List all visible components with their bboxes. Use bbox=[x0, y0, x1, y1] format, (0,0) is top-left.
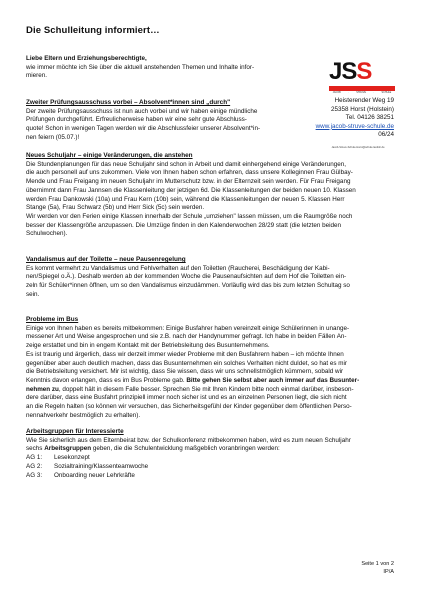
paragraph-line: sein. bbox=[26, 290, 40, 298]
bold-term: Arbeitsgruppen bbox=[44, 445, 92, 453]
ag-item bbox=[26, 472, 406, 481]
paragraph-line: werden Frau Dankowski (10a) und Frau Kern (10b) sein, während die Klassenleitungen der neuen 5. Klassen Herr bbox=[26, 195, 345, 203]
paragraph-line: Der zweite Prüfungsausschuss ist nun auch vorbei und wir haben einige mündliche bbox=[26, 107, 258, 115]
ag-value: Lesekonzept bbox=[54, 454, 90, 462]
paragraph-line: die auch personell auf uns zukommen. Viele von Ihnen haben schon erfahren, dass unsere Kolleginnen Frau Gülbay- bbox=[26, 169, 353, 177]
paragraph-line: messener Art und Weise angesprochen und sie z.B. nach der Handynummer gefragt. Ich habe in beiden Fällen An- bbox=[26, 333, 347, 341]
address-city: 25358 Horst (Holstein) bbox=[331, 105, 394, 113]
page-number: Seite 1 von 2 bbox=[361, 561, 394, 567]
ag-value: Onboarding neuer Lehrkräfte bbox=[54, 471, 135, 479]
paragraph-line: die Betriebsleitung versichert. Mir ist wichtig, dass Sie wissen, dass wir uns schnellstmöglich kümmern, sobald wir bbox=[26, 368, 344, 376]
greeting-line: wie immer möchte ich Sie über die aktuell anstehenden Themen und Inhalte infor- bbox=[26, 63, 255, 71]
ag-key: AG 1: bbox=[26, 454, 43, 462]
paragraph-text: geben, die die Schulentwicklung maßgeblich voranbringen werden: bbox=[91, 445, 280, 453]
paragraph-line: Es kommt vermehrt zu Vandalismus und Fehlverhalten auf den Toiletten (Raucherei, Beschädigung der Kabi- bbox=[26, 264, 330, 272]
paragraph-line: dere darüber, dass eine Busfahrt prinzipiell immer noch sicher ist und es an einzelnen Personen liegt, die sich nicht bbox=[26, 394, 347, 402]
paragraph-line: quote! Schon in wenigen Tagen werden wir die Abschlussfeier unserer Absolvent*in- bbox=[26, 125, 261, 133]
logo-strip-text: JACOB bbox=[332, 91, 341, 94]
logo-letter: S bbox=[341, 58, 357, 85]
paragraph-text: Kenntnis davon erlangen, dass es im Bus Probleme gab. bbox=[26, 376, 185, 384]
logo-strip-text: STRUVE bbox=[356, 91, 366, 94]
section-pruefung bbox=[26, 99, 316, 143]
paragraph-line: zeln für Schüler*innen öffnen, um so den Vandalismus einzudämmen. Vorläufig wird das bis zum letzten Schultag so bbox=[26, 282, 350, 290]
logo-strip-text: SCHULE bbox=[381, 91, 392, 94]
paragraph-line: gegenüber aber auch deutlich machen, dass das Busunternehmen ein solches Verhalten nicht duldet, so hat es mir bbox=[26, 359, 347, 367]
section-heading: Vandalismus auf der Toilette – neue Pausenregelung bbox=[26, 256, 186, 263]
paragraph-line: Es ist traurig und ärgerlich, dass wir derzeit immer wieder Probleme mit den Busfahrern haben – ich möchte Ihnen bbox=[26, 350, 344, 358]
section-heading: Neues Schuljahr – einige Veränderungen, die anstehen bbox=[26, 152, 193, 159]
paragraph-line: besser der Klassengröße anzupassen. Die Umzüge finden in den Kalenderwochen 28/29 statt (die letzten beiden bbox=[26, 221, 342, 229]
section-vandalismus bbox=[26, 256, 406, 300]
newsletter-number: 06/24 bbox=[378, 131, 394, 139]
paragraph-line: übernimmt dann Frau Jannsen die Klassenleitung der jetzigen 6d. Die Klassenleitungen der beiden neuen 10. Klassen bbox=[26, 186, 356, 194]
address-street: Heisterender Weg 19 bbox=[334, 97, 394, 104]
paragraph-line bbox=[26, 386, 406, 395]
paragraph-line: Prüfungen durchgeführt. Erfreulicherweise haben wir eine sehr gute Abschluss- bbox=[26, 116, 247, 124]
paragraph-text: sechs bbox=[26, 445, 45, 453]
address-phone: Tel. 04126 38251 bbox=[345, 114, 394, 122]
page-footer bbox=[361, 560, 394, 576]
section-heading: Probleme im Bus bbox=[26, 316, 79, 323]
ag-value: Sozialtraining/Klassenteamwoche bbox=[54, 462, 149, 470]
ag-item bbox=[26, 454, 406, 463]
paragraph-line: zeige erstattet und bin in engem Kontakt mit der Betriebsleitung des Busunternehmens. bbox=[26, 342, 270, 350]
logo-strip-text: · bbox=[348, 91, 349, 94]
paragraph-line: nen feiern (05.07.)! bbox=[26, 133, 80, 141]
paragraph-line: Wie Sie sicherlich aus dem Elternbeirat bzw. der Schulkonferenz mitbekommen haben, wird es zum neuen Schuljahr bbox=[26, 436, 351, 444]
greeting-salutation: Liebe Eltern und Erziehungsberechtigte, bbox=[26, 55, 147, 62]
logo-strip-text: · bbox=[373, 91, 375, 94]
paragraph-line: Wir werden vor den Ferien einige Klassen innerhalb der Schule „umziehen" lassen müssen, um die Raumgröße noch bbox=[26, 212, 353, 220]
bold-notice: nehmen zu bbox=[26, 385, 59, 393]
paragraph-line: Stange (5a), Frau Schwarz (5b) und Herr Sick (5c) sein werden. bbox=[26, 204, 205, 212]
paragraph-line: Einige von Ihnen haben es bereits mitbekommen: Einige Busfahrer haben vereinzelt einige Schülerinnen in unange- bbox=[26, 324, 350, 332]
email-tiny: Jacob-Struve-Schule.Horst@schule.landsh.de bbox=[331, 146, 385, 149]
paragraph-line bbox=[26, 377, 406, 386]
paragraph-line: Schulwochen). bbox=[26, 230, 68, 238]
paragraph-line: nennahverkehr bestmöglich zu erhalten). bbox=[26, 411, 141, 419]
section-arbeitsgruppen bbox=[26, 428, 406, 480]
greeting bbox=[26, 55, 306, 81]
website-link[interactable]: www.jacob-struve-schule.de bbox=[315, 122, 394, 130]
section-schuljahr bbox=[26, 152, 406, 239]
paragraph-line: an die Regeln halten (so können wir versuchen, das Sicherheitsgefühl der Kinder gegenüber dem öffentlichen Perso- bbox=[26, 403, 352, 411]
bold-notice: Bitte gehen Sie selbst aber auch immer auf das Busunter- bbox=[186, 376, 360, 384]
logo-letter: J bbox=[329, 58, 342, 85]
logo-strip bbox=[329, 91, 395, 94]
paragraph-line: Mende und Frau Freigang im neuen Schuljahr im Mutterschutz bzw. in der Elternzeit sein werden. Für Frau Freigang bbox=[26, 178, 351, 186]
ag-key: AG 2: bbox=[26, 462, 43, 470]
ag-item bbox=[26, 463, 406, 472]
paragraph-line: Die Stundenplanungen für das neue Schuljahr sind schon in Arbeit und damit einhergehend einige Veränderungen, bbox=[26, 160, 346, 168]
section-heading: Zweiter Prüfungsausschuss vorbei – Absolvent*innen sind „durch" bbox=[26, 99, 231, 106]
page-title: Die Schulleitung informiert… bbox=[26, 25, 160, 36]
paragraph-line bbox=[26, 445, 406, 454]
greeting-line: mieren. bbox=[26, 72, 47, 80]
logo-letters bbox=[329, 58, 395, 86]
school-logo bbox=[329, 58, 395, 94]
section-bus bbox=[26, 316, 406, 420]
paragraph-line: nen/Spiegel o.Ä.). Deshalb werden ab der kommenden Woche die Pausenaufsichten auf dem Hof die Toiletten ein- bbox=[26, 273, 347, 281]
paragraph-text: , doppelt hält in diesem Falle besser. Sprechen Sie mit Ihren Kindern bitte noch einmal darüber, insbeson- bbox=[58, 385, 354, 393]
author-initials: IP/A bbox=[383, 569, 394, 575]
logo-letter: S bbox=[356, 58, 372, 85]
section-heading: Arbeitsgruppen für Interessierte bbox=[26, 428, 124, 435]
ag-key: AG 3: bbox=[26, 471, 43, 479]
